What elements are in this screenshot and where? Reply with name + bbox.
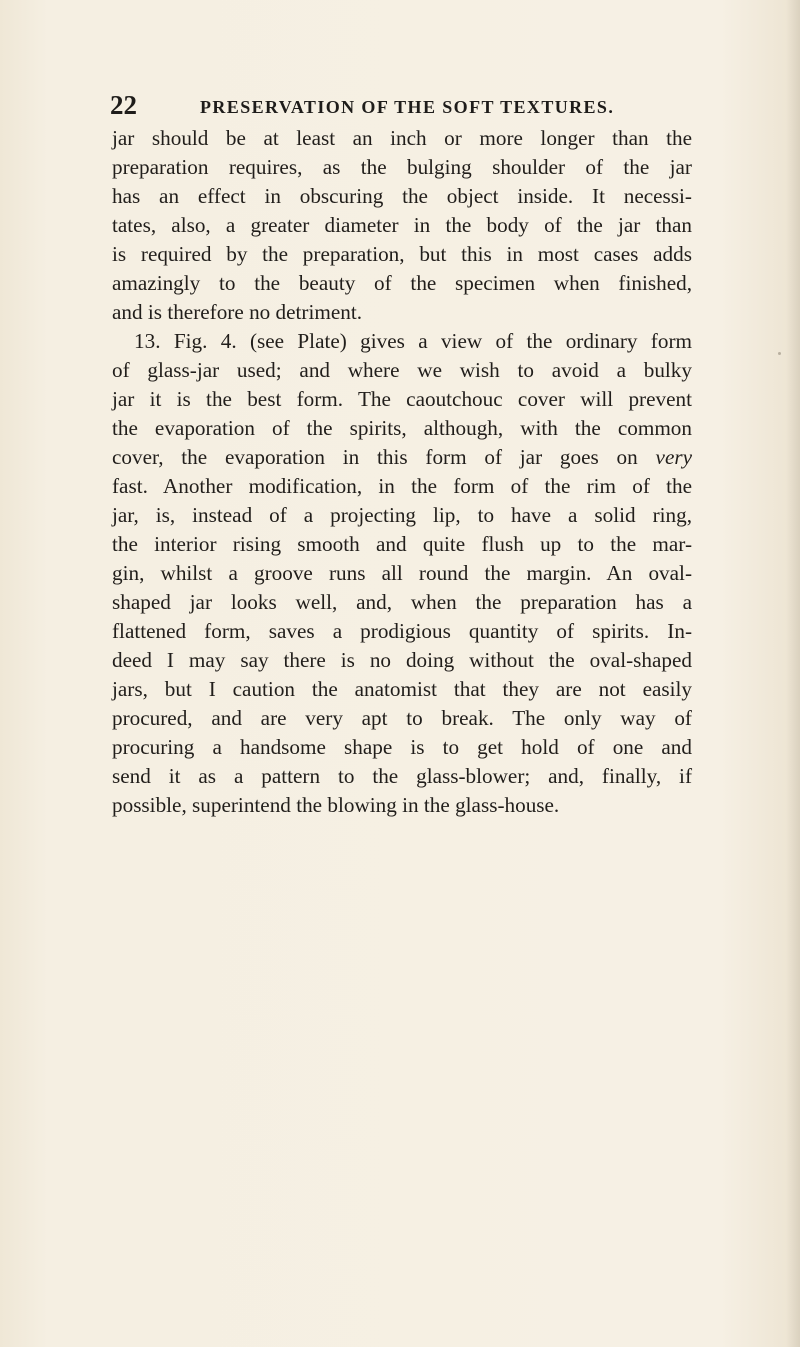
text-line-with-italic xyxy=(112,443,692,472)
text-line: the interior rising smooth and quite flush up to the mar- xyxy=(112,532,692,556)
page-number: 22 xyxy=(110,90,137,120)
text-line: preparation requires, as the bulging shoulder of the jar xyxy=(112,155,692,179)
ink-speck xyxy=(778,352,781,355)
text-line: jar, is, instead of a projecting lip, to have a solid ring, xyxy=(112,503,692,527)
text-line: jar should be at least an inch or more longer than the xyxy=(112,126,692,150)
text-line: shaped jar looks well, and, when the preparation has a xyxy=(112,590,692,614)
running-title: PRESERVATION OF THE SOFT TEXTURES. xyxy=(200,97,615,117)
text-line: jars, but I caution the anatomist that they are not easily xyxy=(112,677,692,701)
text-line: deed I may say there is no doing without the oval-shaped xyxy=(112,648,692,672)
text-line: procured, and are very apt to break. The only way of xyxy=(112,706,692,730)
text-line: send it as a pattern to the glass-blower; and, finally, if xyxy=(112,764,692,788)
text-line: of glass-jar used; and where we wish to avoid a bulky xyxy=(112,358,692,382)
text-line: is required by the preparation, but this in most cases adds xyxy=(112,242,692,266)
text-line: possible, superintend the blowing in the glass-house. xyxy=(112,793,560,817)
text-line: fast. Another modification, in the form of the rim of the xyxy=(112,474,692,498)
text-segment: cover, the evaporation in this form of jar goes on xyxy=(112,445,638,469)
text-line: amazingly to the beauty of the specimen when finished, xyxy=(112,271,692,295)
text-line: gin, whilst a groove runs all round the margin. An oval- xyxy=(112,561,692,585)
text-line: the evaporation of the spirits, although, with the common xyxy=(112,416,692,440)
page-edge-shadow xyxy=(786,0,800,1347)
text-line: procuring a handsome shape is to get hold of one and xyxy=(112,735,692,759)
page-header xyxy=(110,90,690,120)
text-line: tates, also, a greater diameter in the body of the jar than xyxy=(112,213,692,237)
paragraph-start-line: 13. Fig. 4. (see Plate) gives a view of the ordinary form xyxy=(134,329,692,353)
body-text xyxy=(112,124,692,820)
text-line: flattened form, saves a prodigious quantity of spirits. In- xyxy=(112,619,692,643)
text-line: and is therefore no detriment. xyxy=(112,300,363,324)
text-line: has an effect in obscuring the object inside. It necessi- xyxy=(112,184,692,208)
italic-emphasis: very xyxy=(655,445,693,469)
text-line: jar it is the best form. The caoutchouc cover will prevent xyxy=(112,387,692,411)
